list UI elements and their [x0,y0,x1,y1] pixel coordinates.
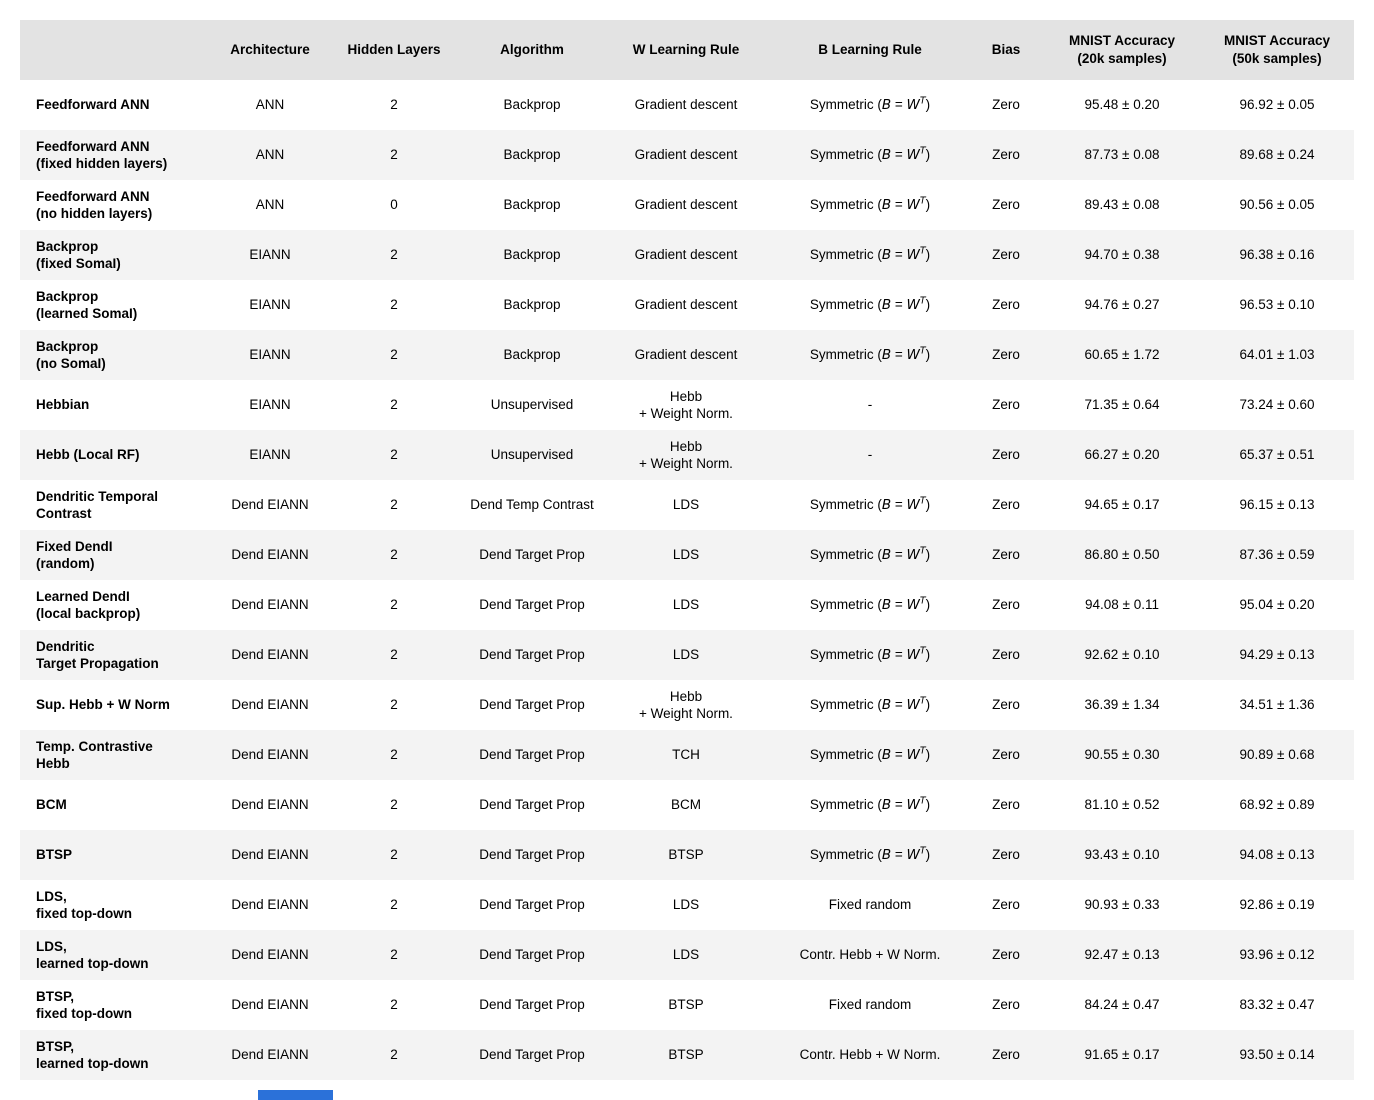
cell-model-name: BCM [36,797,67,813]
cell-b-learning-rule: Symmetric $(B = W^T)$ [809,95,931,113]
cell-b-learning-rule: - [867,397,873,413]
cell-algorithm [464,830,600,880]
cell-b-learning-rule: Symmetric $(B = W^T)$ [809,495,931,513]
cell-model-name: Learned DendI (local backprop) [36,588,141,621]
cell-hidden-layers: 2 [390,847,398,863]
cell-bias: Zero [992,697,1020,713]
table-row [20,880,1354,930]
column-header-acc_50k: MNIST Accuracy (50k samples) [1200,20,1354,80]
cell-bias: Zero [992,447,1020,463]
cell-hidden-layers: 2 [390,647,398,663]
cell-mnist-accuracy-50k: 90.56 ± 0.05 [1239,197,1315,213]
cell-hidden-layers: 2 [390,897,398,913]
cell-mnist-accuracy-50k: 64.01 ± 1.03 [1239,347,1315,363]
cell-mnist-accuracy-50k: 90.89 ± 0.68 [1239,747,1315,763]
cell-architecture: Dend EIANN [231,597,309,613]
cell-hidden-layers: 2 [390,147,398,163]
cell-w-learning-rule: Gradient descent [634,297,738,313]
cell-mnist-accuracy-20k: 90.93 ± 0.33 [1084,897,1160,913]
cell-architecture: Dend EIANN [231,947,309,963]
cell-model-name: Feedforward ANN [36,97,150,113]
cell-algorithm [464,780,600,830]
cell-architecture: Dend EIANN [231,847,309,863]
table-row [20,80,1354,130]
cell-hidden-layers: 2 [390,497,398,513]
column-header-architecture: Architecture [216,20,324,80]
table-row [20,530,1354,580]
algorithm-text: Unsupervised [490,447,574,463]
algorithm-text: Dend Target Prop [479,947,585,963]
cell-algorithm [464,80,600,130]
algorithm-text: Dend Target Prop [479,547,585,563]
cell-model-name: Sup. Hebb + W Norm [36,697,170,713]
cell-mnist-accuracy-20k: 94.70 ± 0.38 [1084,247,1160,263]
cell-model-name: Backprop (learned SomaI) [36,288,138,321]
cell-algorithm [464,580,600,630]
cell-hidden-layers: 2 [390,1047,398,1063]
cell-bias: Zero [992,397,1020,413]
cell-architecture: EIANN [249,397,291,413]
algorithm-text: Dend Target Prop [479,597,585,613]
cell-mnist-accuracy-50k: 73.24 ± 0.60 [1239,397,1315,413]
cell-algorithm [464,630,600,680]
cell-bias: Zero [992,847,1020,863]
cell-architecture: Dend EIANN [231,497,309,513]
cell-w-learning-rule: LDS [672,897,700,913]
clipped-blue-bar [258,1090,333,1100]
cell-algorithm [464,130,600,180]
cell-model-name: BTSP, learned top-down [36,1038,149,1071]
cell-b-learning-rule: Contr. Hebb + W Norm. [799,947,941,963]
cell-b-learning-rule: Symmetric $(B = W^T)$ [809,545,931,563]
table-row [20,730,1354,780]
cell-bias: Zero [992,597,1020,613]
cell-w-learning-rule: BCM [671,797,701,813]
table-row [20,580,1354,630]
cell-mnist-accuracy-20k: 94.76 ± 0.27 [1084,297,1160,313]
table-row [20,480,1354,530]
cell-algorithm [464,380,600,430]
cell-model-name: Hebb (Local RF) [36,447,140,463]
cell-architecture: Dend EIANN [231,647,309,663]
cell-w-learning-rule: LDS [672,547,700,563]
cell-algorithm [464,480,600,530]
algorithm-text: Backprop [503,97,561,113]
table-row [20,680,1354,730]
algorithm-text: Dend Target Prop [479,1047,585,1063]
algorithm-text: Unsupervised [490,397,574,413]
cell-w-learning-rule: BTSP [668,847,704,863]
table-body [20,80,1354,1080]
cell-mnist-accuracy-50k: 96.53 ± 0.10 [1239,297,1315,313]
cell-mnist-accuracy-50k: 34.51 ± 1.36 [1239,697,1315,713]
table-row [20,230,1354,280]
cell-mnist-accuracy-20k: 93.43 ± 0.10 [1084,847,1160,863]
cell-b-learning-rule: Symmetric $(B = W^T)$ [809,345,931,363]
cell-bias: Zero [992,347,1020,363]
cell-architecture: Dend EIANN [231,747,309,763]
cell-algorithm [464,680,600,730]
cell-bias: Zero [992,947,1020,963]
cell-bias: Zero [992,297,1020,313]
cell-mnist-accuracy-20k: 90.55 ± 0.30 [1084,747,1160,763]
cell-bias: Zero [992,97,1020,113]
column-header-acc_20k: MNIST Accuracy (20k samples) [1044,20,1200,80]
cell-w-learning-rule: Hebb + Weight Norm. [639,688,733,721]
cell-hidden-layers: 2 [390,97,398,113]
cell-mnist-accuracy-50k: 83.32 ± 0.47 [1239,997,1315,1013]
cell-algorithm [464,930,600,980]
cell-model-name: BTSP [36,847,73,863]
algorithm-text: Dend Target Prop [479,847,585,863]
cell-algorithm [464,880,600,930]
cell-bias: Zero [992,897,1020,913]
cell-mnist-accuracy-50k: 94.08 ± 0.13 [1239,847,1315,863]
table-row [20,1030,1354,1080]
cell-mnist-accuracy-20k: 95.48 ± 0.20 [1084,97,1160,113]
cell-architecture: EIANN [249,347,291,363]
cell-architecture: EIANN [249,247,291,263]
cell-architecture: Dend EIANN [231,1047,309,1063]
cell-architecture: Dend EIANN [231,997,309,1013]
cell-mnist-accuracy-20k: 94.65 ± 0.17 [1084,497,1160,513]
cell-mnist-accuracy-50k: 94.29 ± 0.13 [1239,647,1315,663]
cell-bias: Zero [992,1047,1020,1063]
cell-bias: Zero [992,197,1020,213]
cell-hidden-layers: 2 [390,347,398,363]
cell-b-learning-rule: Symmetric $(B = W^T)$ [809,295,931,313]
cell-algorithm [464,530,600,580]
cell-bias: Zero [992,247,1020,263]
cell-w-learning-rule: LDS [672,497,700,513]
column-header-algorithm: Algorithm [464,20,600,80]
cell-w-learning-rule: BTSP [668,997,704,1013]
algorithm-text: Dend Temp Contrast [470,497,594,513]
cell-w-learning-rule: Hebb + Weight Norm. [639,388,733,421]
table-header-row [20,20,1354,80]
cell-algorithm [464,980,600,1030]
cell-mnist-accuracy-20k: 66.27 ± 0.20 [1084,447,1160,463]
cell-hidden-layers: 2 [390,947,398,963]
cell-b-learning-rule: Symmetric $(B = W^T)$ [809,645,931,663]
algorithm-text: Backprop [503,147,561,163]
table-row [20,430,1354,480]
cell-mnist-accuracy-50k: 87.36 ± 0.59 [1239,547,1315,563]
cell-architecture: EIANN [249,447,291,463]
cell-w-learning-rule: Gradient descent [634,247,738,263]
cell-w-learning-rule: LDS [672,647,700,663]
cell-b-learning-rule: - [867,447,873,463]
cell-mnist-accuracy-20k: 81.10 ± 0.52 [1084,797,1160,813]
cell-b-learning-rule: Symmetric $(B = W^T)$ [809,245,931,263]
cell-w-learning-rule: Hebb + Weight Norm. [639,438,733,471]
results-table-container [20,20,1354,1080]
cell-hidden-layers: 2 [390,247,398,263]
cell-model-name: Backprop (fixed SomaI) [36,238,121,271]
cell-algorithm [464,430,600,480]
cell-hidden-layers: 2 [390,297,398,313]
cell-hidden-layers: 0 [390,197,398,213]
cell-b-learning-rule: Fixed random [828,997,912,1013]
cell-bias: Zero [992,147,1020,163]
column-header-hidden_layers: Hidden Layers [324,20,464,80]
cell-mnist-accuracy-20k: 71.35 ± 0.64 [1084,397,1160,413]
cell-mnist-accuracy-50k: 65.37 ± 0.51 [1239,447,1315,463]
cell-mnist-accuracy-20k: 60.65 ± 1.72 [1084,347,1160,363]
cell-b-learning-rule: Symmetric $(B = W^T)$ [809,795,931,813]
algorithm-text: Backprop [503,297,561,313]
cell-mnist-accuracy-20k: 91.65 ± 0.17 [1084,1047,1160,1063]
cell-mnist-accuracy-50k: 93.96 ± 0.12 [1239,947,1315,963]
algorithm-text: Dend Target Prop [479,797,585,813]
cell-mnist-accuracy-20k: 94.08 ± 0.11 [1085,597,1159,613]
cell-mnist-accuracy-20k: 87.73 ± 0.08 [1084,147,1160,163]
cell-algorithm [464,1030,600,1080]
cell-bias: Zero [992,797,1020,813]
table-row [20,630,1354,680]
cell-w-learning-rule: Gradient descent [634,97,738,113]
table-row [20,130,1354,180]
cell-b-learning-rule: Fixed random [828,897,912,913]
cell-w-learning-rule: Gradient descent [634,197,738,213]
table-row [20,380,1354,430]
cell-model-name: LDS, fixed top-down [36,888,132,921]
cell-mnist-accuracy-20k: 36.39 ± 1.34 [1084,697,1160,713]
cell-b-learning-rule: Symmetric $(B = W^T)$ [809,745,931,763]
cell-algorithm [464,330,600,380]
cell-mnist-accuracy-20k: 92.47 ± 0.13 [1084,947,1160,963]
cell-mnist-accuracy-50k: 96.15 ± 0.13 [1239,497,1315,513]
cell-architecture: Dend EIANN [231,697,309,713]
cell-bias: Zero [992,747,1020,763]
table-row [20,980,1354,1030]
cell-w-learning-rule: TCH [672,747,700,763]
cell-model-name: Feedforward ANN (fixed hidden layers) [36,138,168,171]
table-row [20,280,1354,330]
cell-mnist-accuracy-50k: 68.92 ± 0.89 [1239,797,1315,813]
cell-architecture: Dend EIANN [231,897,309,913]
cell-architecture: ANN [255,197,285,213]
cell-architecture: EIANN [249,297,291,313]
algorithm-text: Dend Target Prop [479,647,585,663]
cell-mnist-accuracy-50k: 89.68 ± 0.24 [1239,147,1315,163]
cell-algorithm [464,280,600,330]
cell-bias: Zero [992,647,1020,663]
header-row [20,20,1354,80]
cell-hidden-layers: 2 [390,797,398,813]
cell-bias: Zero [992,497,1020,513]
column-header-bias: Bias [968,20,1044,80]
cell-model-name: Feedforward ANN (no hidden layers) [36,188,153,221]
cell-hidden-layers: 2 [390,697,398,713]
cell-model-name: Hebbian [36,397,90,413]
column-header-name [20,20,216,80]
cell-bias: Zero [992,997,1020,1013]
column-header-w_rule: W Learning Rule [600,20,772,80]
table-row [20,830,1354,880]
cell-mnist-accuracy-50k: 93.50 ± 0.14 [1239,1047,1315,1063]
cell-w-learning-rule: Gradient descent [634,147,738,163]
cell-architecture: Dend EIANN [231,547,309,563]
cell-w-learning-rule: LDS [672,947,700,963]
cell-architecture: ANN [255,97,285,113]
cell-model-name: BTSP, fixed top-down [36,988,132,1021]
cell-architecture: Dend EIANN [231,797,309,813]
cell-mnist-accuracy-20k: 92.62 ± 0.10 [1084,647,1160,663]
algorithm-text: Dend Target Prop [479,897,585,913]
cell-model-name: Temp. Contrastive Hebb [36,738,153,771]
cell-mnist-accuracy-50k: 95.04 ± 0.20 [1239,597,1315,613]
algorithm-text: Dend Target Prop [479,697,585,713]
cell-model-name: Dendritic Temporal Contrast [36,488,159,521]
cell-model-name: Fixed DendI (random) [36,538,113,571]
cell-hidden-layers: 2 [390,997,398,1013]
algorithm-text: Dend Target Prop [479,747,585,763]
cell-algorithm [464,180,600,230]
cell-mnist-accuracy-20k: 86.80 ± 0.50 [1084,547,1160,563]
cell-w-learning-rule: Gradient descent [634,347,738,363]
table-row [20,180,1354,230]
cell-algorithm [464,730,600,780]
column-header-b_rule: B Learning Rule [772,20,968,80]
results-table [20,20,1354,1080]
cell-b-learning-rule: Contr. Hebb + W Norm. [799,1047,941,1063]
cell-hidden-layers: 2 [390,597,398,613]
cell-bias: Zero [992,547,1020,563]
cell-b-learning-rule: Symmetric $(B = W^T)$ [809,695,931,713]
cell-algorithm [464,230,600,280]
cell-mnist-accuracy-50k: 92.86 ± 0.19 [1239,897,1315,913]
cell-mnist-accuracy-50k: 96.92 ± 0.05 [1239,97,1315,113]
cell-b-learning-rule: Symmetric $(B = W^T)$ [809,195,931,213]
cell-w-learning-rule: LDS [672,597,700,613]
algorithm-text: Dend Target Prop [479,997,585,1013]
cell-model-name: LDS, learned top-down [36,938,149,971]
cell-w-learning-rule: BTSP [668,1047,704,1063]
cell-b-learning-rule: Symmetric $(B = W^T)$ [809,595,931,613]
cell-hidden-layers: 2 [390,747,398,763]
table-row [20,330,1354,380]
table-row [20,930,1354,980]
cell-architecture: ANN [255,147,285,163]
cell-b-learning-rule: Symmetric $(B = W^T)$ [809,145,931,163]
cell-hidden-layers: 2 [390,447,398,463]
cell-b-learning-rule: Symmetric $(B = W^T)$ [809,845,931,863]
algorithm-text: Backprop [503,197,561,213]
algorithm-text: Backprop [503,347,561,363]
cell-mnist-accuracy-50k: 96.38 ± 0.16 [1239,247,1315,263]
cell-model-name: Backprop (no SomaI) [36,338,106,371]
table-row [20,780,1354,830]
cell-model-name: Dendritic Target Propagation [36,638,159,671]
cell-hidden-layers: 2 [390,397,398,413]
cell-hidden-layers: 2 [390,547,398,563]
cell-mnist-accuracy-20k: 84.24 ± 0.47 [1084,997,1160,1013]
cell-mnist-accuracy-20k: 89.43 ± 0.08 [1084,197,1160,213]
algorithm-text: Backprop [503,247,561,263]
